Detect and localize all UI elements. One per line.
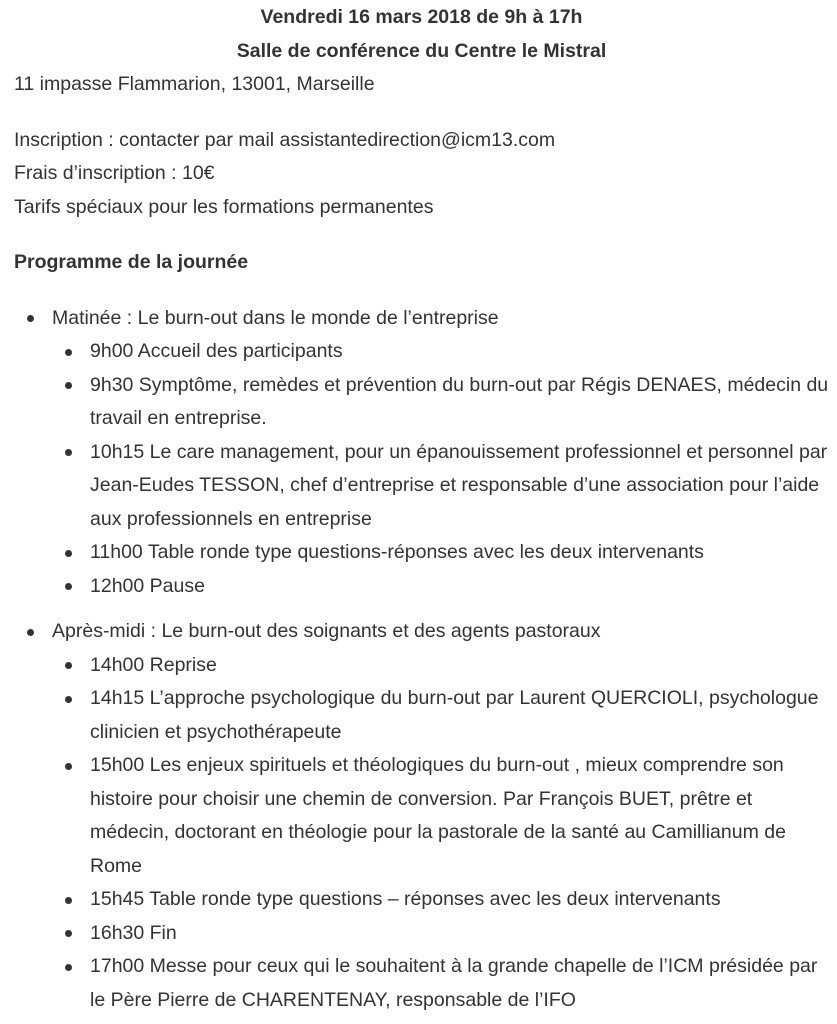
list-item: 15h00 Les enjeux spirituels et théologiques du burn-out , mieux comprendre son histoire pour choisir une chemin de conversion. Par François BUET, prêtre et médecin, doctorant en théologie pour la pastorale de la santé au Camillianum de Rome — [90, 749, 829, 883]
session-afternoon — [52, 615, 829, 1017]
list-item: 16h30 Fin — [90, 917, 829, 951]
special-rates-line: Tarifs spéciaux pour les formations permanentes — [14, 195, 434, 218]
list-item: 15h45 Table ronde type questions – réponses avec les deux intervenants — [90, 883, 829, 917]
list-item: 14h15 L’approche psychologique du burn-out par Laurent QUERCIOLI, psychologue clinicien et psychothérapeute — [90, 682, 829, 749]
event-venue-line: Salle de conférence du Centre le Mistral — [236, 39, 607, 62]
session-label: Matinée : Le burn-out dans le monde de l’entreprise — [52, 306, 499, 329]
session-label: Après-midi : Le burn-out des soignants et des agents pastoraux — [52, 620, 601, 642]
event-address: 11 impasse Flammarion, 13001, Marseille — [14, 73, 375, 95]
event-date-line: Vendredi 16 mars 2018 de 9h à 17h — [260, 6, 583, 28]
session-morning — [52, 302, 829, 604]
list-item: 12h00 Pause — [90, 570, 829, 604]
session-items — [52, 649, 829, 1018]
list-item: 17h00 Messe pour ceux qui le souhaitent à la grande chapelle de l’ICM présidée par le Père Pierre de CHARENTENAY, responsable de l’IFO — [90, 950, 829, 1017]
list-item: 14h00 Reprise — [90, 649, 829, 683]
programme-title: Programme de la journée — [14, 251, 249, 273]
session-items — [52, 335, 829, 603]
list-item: 9h30 Symptôme, remèdes et prévention du burn-out par Régis DENAES, médecin du travail en entreprise. — [90, 369, 829, 436]
spacer — [14, 224, 829, 246]
programme-sessions — [14, 302, 829, 1018]
list-item: 10h15 Le care management, pour un épanouissement professionnel et personnel par Jean-Eudes TESSON, chef d’entreprise et responsable d’une association pour l’aide aux professionnels en entreprise — [90, 436, 829, 537]
spacer — [14, 280, 829, 302]
list-item: 9h00 Accueil des participants — [90, 335, 829, 369]
spacer — [14, 102, 829, 124]
list-item: 11h00 Table ronde type questions-réponses avec les deux intervenants — [90, 536, 829, 570]
inscription-line: Inscription : contacter par mail assistantedirection@icm13.com — [14, 128, 556, 151]
fees-line: Frais d’inscription : 10€ — [14, 162, 215, 184]
